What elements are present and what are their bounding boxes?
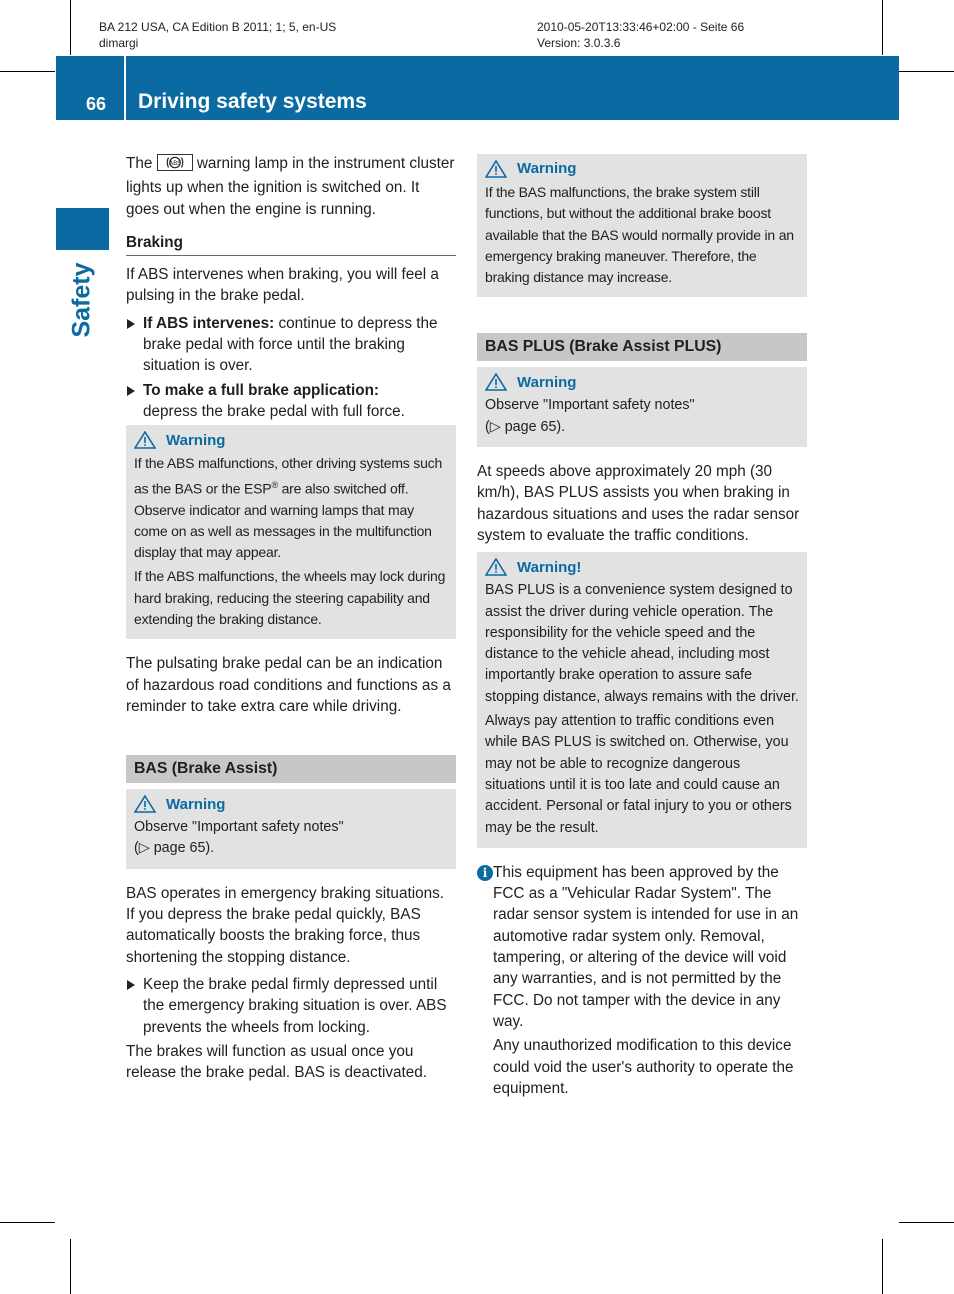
info-icon: i	[477, 865, 493, 881]
warning-title: Warning	[517, 160, 577, 178]
right-column	[477, 154, 807, 1102]
warning-title: Warning	[166, 431, 226, 449]
warning-box	[477, 367, 807, 447]
crop-mark	[0, 71, 55, 72]
bas-heading: BAS (Brake Assist)	[126, 755, 456, 783]
bullet-arrow-icon	[127, 319, 135, 329]
warning-header	[134, 427, 448, 453]
warning-triangle-icon	[134, 431, 156, 449]
warning-box	[126, 425, 456, 639]
warning-box	[126, 789, 456, 869]
warning-title: Warning!	[517, 558, 582, 576]
page-number: 66	[86, 94, 107, 114]
pulsating-paragraph: The pulsating brake pedal can be an indication of hazardous road conditions and functions as a reminder to take extra care while driving.	[126, 655, 451, 715]
warning-title: Warning	[517, 373, 577, 391]
warning-text: If the BAS malfunctions, the brake system still functions, but without the additional brake boost available that the BAS would normally provide in an emergency braking maneuver. Therefore, the braking distance may increase.	[485, 184, 794, 286]
list-item: If ABS intervenes: continue to depress the brake pedal with force until the braking situation is over.	[126, 313, 456, 377]
page-title: Driving safety systems	[138, 90, 367, 113]
warning-text: Observe "Important safety notes" (▷ page 65).	[485, 397, 695, 435]
warning-triangle-icon	[485, 373, 507, 391]
print-meta-right	[537, 19, 744, 51]
speed-paragraph: At speeds above approximately 20 mph (30 km/h), BAS PLUS assists you when braking in hazardous situations and uses the radar sensor system to evaluate the traffic conditions.	[477, 463, 800, 544]
page-reference-link[interactable]: (▷ page 65).	[485, 418, 566, 435]
braking-paragraph: If ABS intervenes when braking, you will feel a pulsing in the brake pedal.	[126, 266, 439, 305]
crop-mark	[899, 1222, 954, 1223]
list-item: Keep the brake pedal firmly depressed until the emergency braking situation is over. ABS prevents the wheels from locking.	[126, 974, 456, 1038]
bullet-arrow-icon	[127, 980, 135, 990]
warning-triangle-icon	[485, 160, 507, 178]
warning-header	[485, 156, 799, 182]
info-text: Any unauthorized modification to this device could void the user's authority to operate the equipment.	[493, 1037, 794, 1097]
warning-triangle-icon	[134, 795, 156, 813]
meta-author: dimargi	[99, 36, 139, 50]
print-meta-left	[99, 19, 336, 51]
warning-title: Warning	[166, 795, 226, 813]
crop-mark	[899, 71, 954, 72]
bas-plus-heading: BAS PLUS (Brake Assist PLUS)	[477, 333, 807, 361]
info-text: This equipment has been approved by the FCC as a "Vehicular Radar System". The radar sensor system is intended for use in an automotive radar system only. Removal, tampering, or altering of the device will void any warranties, and is not permitted by the FCC. Do not tamper with the device in any way.	[493, 863, 799, 1030]
warning-header	[485, 369, 799, 395]
svg-text:ABS: ABS	[168, 160, 181, 167]
bas-paragraph: BAS operates in emergency braking situations. If you depress the brake pedal quickly, BAS automatically boosts the braking force, thus shortening the stopping distance.	[126, 884, 445, 966]
list-item: To make a full brake application: depress the brake pedal with full force.	[126, 380, 456, 423]
crop-mark	[882, 0, 883, 55]
crop-mark	[882, 1239, 883, 1294]
side-tab-marker	[56, 208, 109, 250]
warning-box	[477, 552, 807, 848]
crop-mark	[70, 0, 71, 55]
page-reference-link[interactable]: (▷ page 65).	[134, 840, 215, 857]
side-section-label: Safety	[67, 262, 96, 338]
abs-warning-lamp-icon	[157, 154, 193, 177]
warning-text: If the ABS malfunctions, the wheels may lock during hard braking, reducing the steering capability and extending the braking distance.	[134, 568, 446, 627]
meta-version: Version: 3.0.3.6	[537, 36, 621, 50]
bullet-arrow-icon	[127, 386, 135, 396]
warning-text: BAS PLUS is a convenience system designed to assist the driver during vehicle operation. The responsibility for the vehicle speed and the distance to the vehicle ahead, including most importantly brake operation to assure safe stopping distance, always remains with the driver.	[485, 582, 799, 705]
warning-triangle-icon	[485, 558, 507, 576]
header-divider	[124, 56, 126, 120]
meta-edition: BA 212 USA, CA Edition B 2011; 1; 5, en-US	[99, 20, 337, 34]
warning-box	[477, 154, 807, 297]
braking-heading: Braking	[126, 232, 456, 256]
crop-mark	[70, 1239, 71, 1294]
intro-paragraph: The ABS warning lamp in the instrument cluster lights up when the ignition is switched on. It goes out when the engine is running.	[126, 155, 455, 218]
warning-text: If the ABS malfunctions, other driving systems such as the BAS or the ESP® are also switched off. Observe indicator and warning lamps that may come on as well as messages in the multifunction display that may appear.	[134, 455, 443, 561]
warning-text: Observe "Important safety notes" (▷ page 65).	[134, 819, 344, 857]
info-note	[477, 862, 807, 1099]
warning-header	[134, 791, 448, 817]
meta-timestamp: 2010-05-20T13:33:46+02:00 - Seite 66	[537, 20, 745, 34]
left-column	[126, 153, 456, 1083]
warning-text: Always pay attention to traffic conditions even while BAS PLUS is switched on. Otherwise, you may not be able to recognize dangerous situations until it is too late and could cause an accident. Personal or fatal injury to you or others may be the result.	[485, 713, 792, 836]
warning-header	[485, 554, 799, 580]
bas-end-paragraph: The brakes will function as usual once you release the brake pedal. BAS is deactivated.	[126, 1042, 428, 1082]
crop-mark	[0, 1222, 55, 1223]
